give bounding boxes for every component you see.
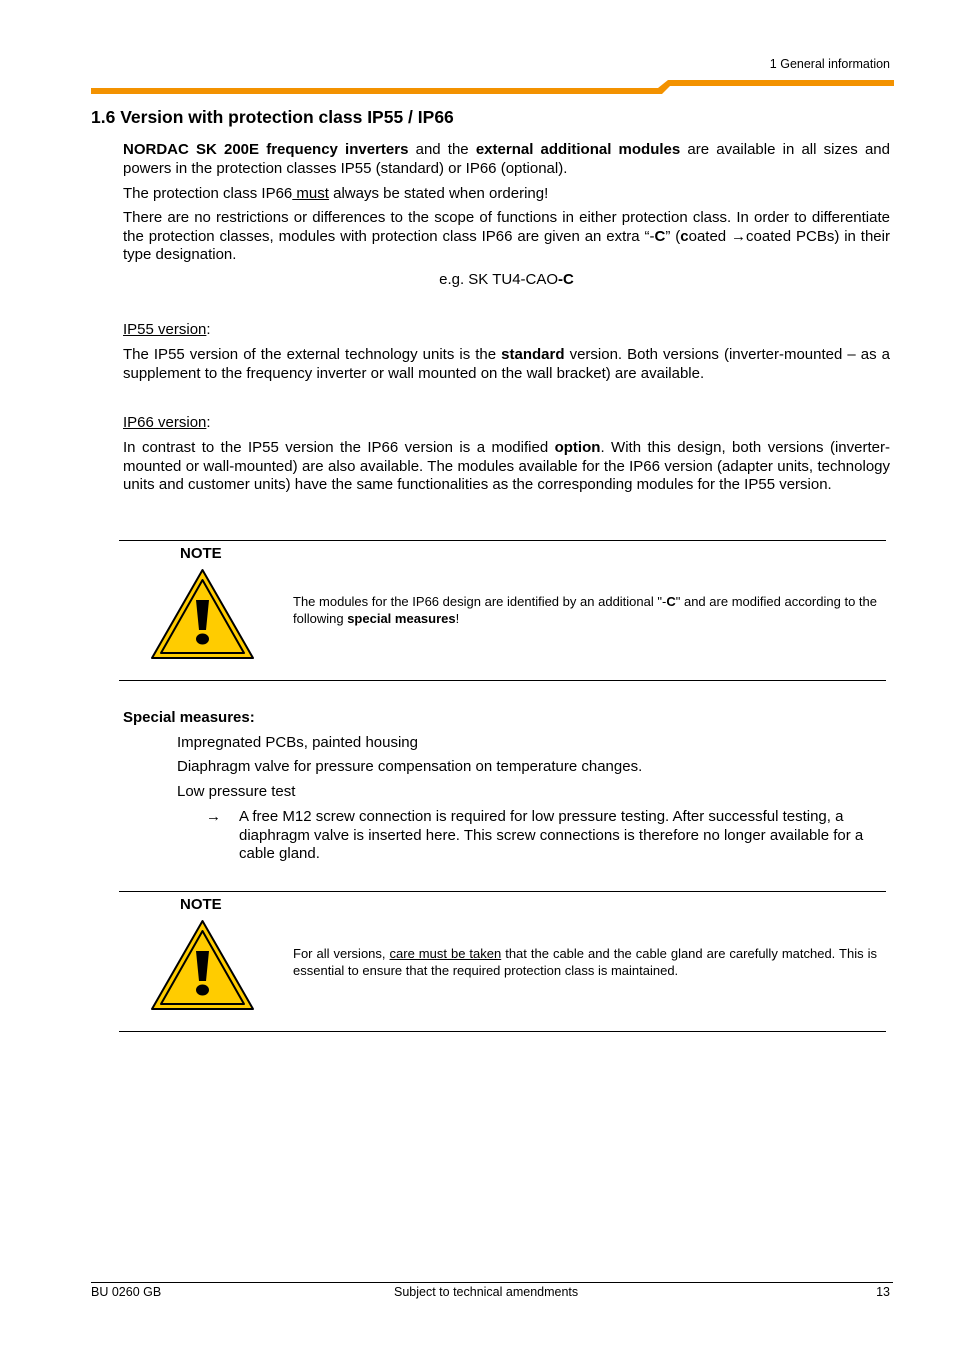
product-name: NORDAC SK 200E frequency inverters xyxy=(123,141,409,158)
header-accent-bar xyxy=(0,76,954,96)
intro-paragraph-2: The protection class IP66 must always be stated when ordering! xyxy=(123,185,549,202)
note1-bottom-rule xyxy=(119,680,886,681)
note1-top-rule xyxy=(119,540,886,541)
list-item: Impregnated PCBs, painted housing xyxy=(177,734,418,751)
low-pressure-detail: A free M12 screw connection is required for low pressure testing. After successful testing, a diaphragm valve is inserted here. This screw connections is therefore no longer available for a cable gland. xyxy=(239,808,864,862)
intro-paragraph-3: There are no restrictions or differences to the scope of functions in either protection class. In order to differentiate the protection classes, modules with protection class IP66 are given an extra “-C” (coated →coated PCBs) in their type designation. xyxy=(123,209,890,263)
note1-label: NOTE xyxy=(180,545,222,562)
footer-notice: Subject to technical amendments xyxy=(394,1285,579,1299)
list-item: Diaphragm valve for pressure compensation on temperature changes. xyxy=(177,758,643,775)
warning-icon xyxy=(150,568,255,660)
ip55-paragraph: The IP55 version of the external technology units is the standard version. Both versions (inverter-mounted – as a supplement to the frequency inverter or wall mounted on the wall bracket) are available. xyxy=(123,346,890,382)
footer-page-number: 13 xyxy=(876,1285,890,1299)
warning-icon xyxy=(150,919,255,1011)
note2-label: NOTE xyxy=(180,896,222,913)
note2-bottom-rule xyxy=(119,1031,886,1032)
list-item: Low pressure test xyxy=(177,783,296,800)
special-measures-heading: Special measures: xyxy=(123,709,255,726)
ip66-paragraph: In contrast to the IP55 version the IP66 version is a modified option. With this design, both versions (inverter-mounted or wall-mounted) are also available. The modules available for the IP66 version (adapter units, technology units and customer units) have the same functionalities as the corresponding modules for the IP55 version. xyxy=(123,439,890,493)
intro-paragraph-1: NORDAC SK 200E frequency inverters and the external additional modules are available in all sizes and powers in the protection classes IP55 (standard) or IP66 (optional). xyxy=(123,141,890,177)
note2-top-rule xyxy=(119,891,886,892)
arrow-icon: → xyxy=(206,808,221,825)
footer-rule xyxy=(91,1282,893,1283)
ip66-heading: IP66 version: xyxy=(123,414,211,431)
ip55-heading: IP55 version: xyxy=(123,321,211,338)
arrow-icon: → xyxy=(731,227,747,245)
note1-text: The modules for the IP66 design are identified by an additional "-C" and are modified according to the following special measures! xyxy=(293,594,877,626)
note2-text: For all versions, care must be taken that the cable and the cable gland are carefully matched. This is essential to ensure that the required protection class is maintained. xyxy=(293,946,877,978)
running-header: 1 General information xyxy=(769,57,890,71)
type-example: e.g. SK TU4-CAO-C xyxy=(439,271,574,288)
section-title: 1.6 Version with protection class IP55 / IP66 xyxy=(91,107,454,127)
modules-name: external additional modules xyxy=(475,141,681,158)
footer-doc-id: BU 0260 GB xyxy=(91,1285,162,1299)
